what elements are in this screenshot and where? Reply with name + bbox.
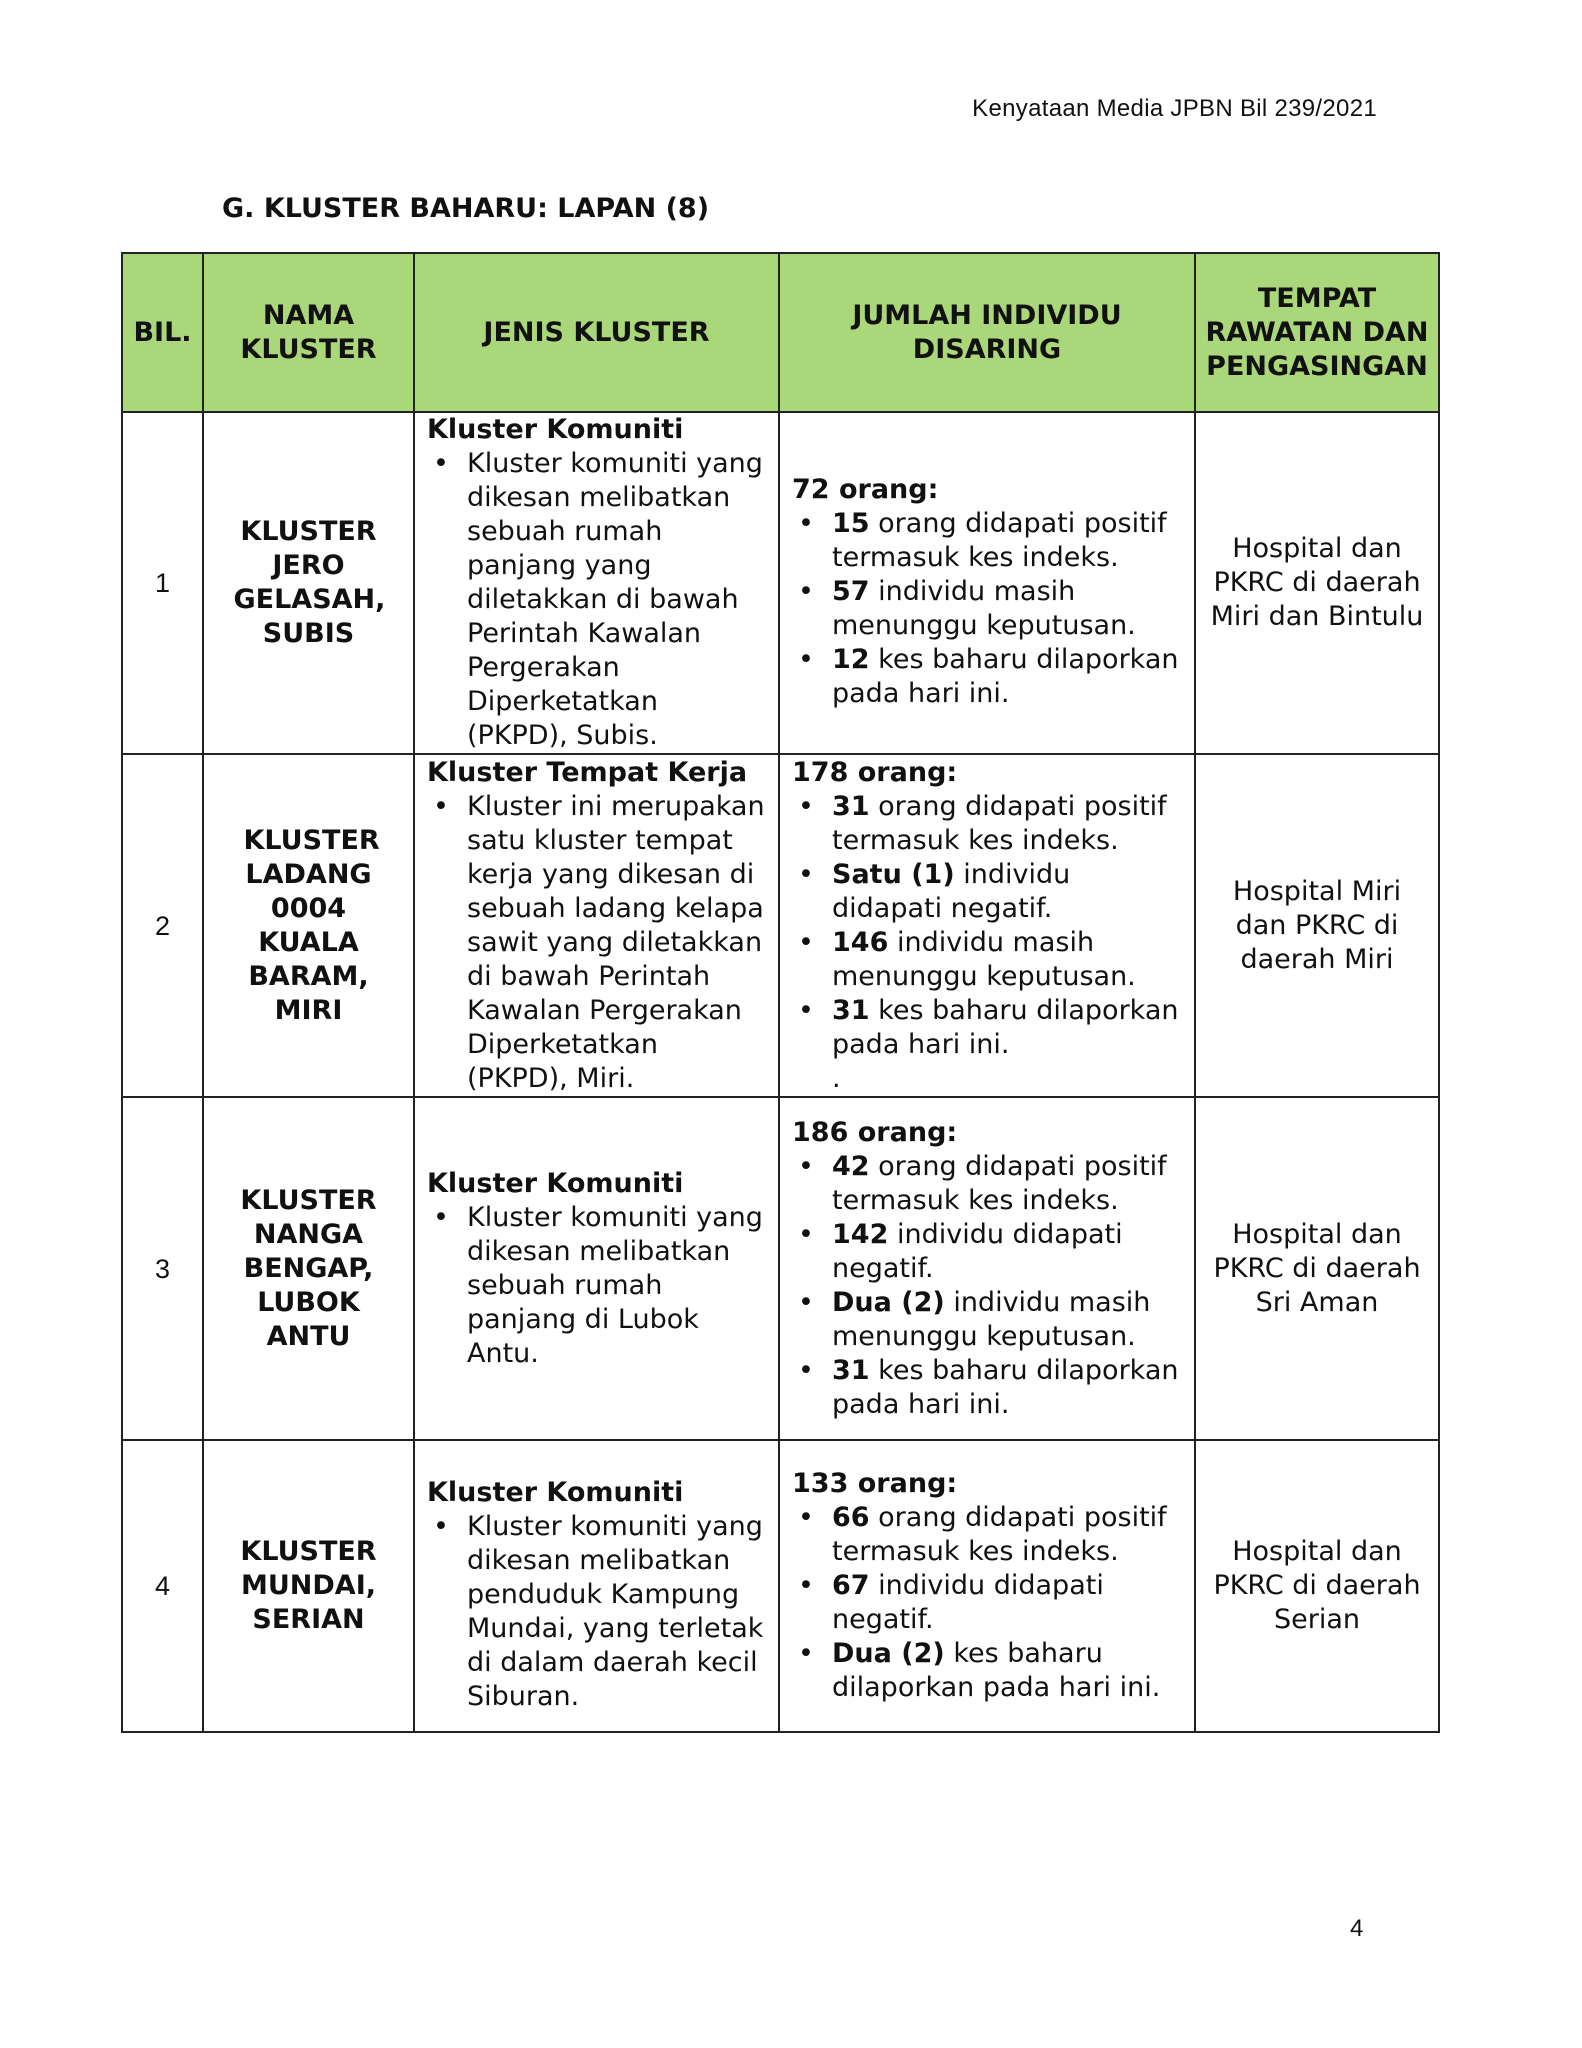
cluster-type-title: Kluster Tempat Kerja bbox=[427, 756, 748, 788]
row-number: 1 bbox=[122, 412, 203, 754]
screened-item: • 12 kes baharu dilaporkan pada hari ini. bbox=[792, 643, 1182, 711]
table-header-row bbox=[122, 253, 1439, 412]
screened-item: • 142 individu didapati negatif. bbox=[792, 1218, 1182, 1286]
cluster-type-bullet: • Kluster komuniti yang dikesan melibatkan sebuah rumah panjang yang diletakkan di bawah Perintah Kawalan Pergerakan Diperketatkan (PKPD), Subis. bbox=[427, 447, 766, 753]
cluster-name: KLUSTER NANGA BENGAP, LUBOK ANTU bbox=[203, 1097, 414, 1440]
header-jumlah-individu: JUMLAH INDIVIDU DISARING bbox=[779, 253, 1195, 412]
treatment-place: Hospital dan PKRC di daerah Serian bbox=[1195, 1440, 1439, 1732]
table-row bbox=[122, 1097, 1439, 1440]
page-number: 4 bbox=[1350, 1915, 1364, 1942]
screened-item: • Dua (2) kes baharu dilaporkan pada hari ini. bbox=[792, 1637, 1182, 1705]
cluster-type-title: Kluster Komuniti bbox=[427, 1477, 684, 1508]
cluster-type bbox=[414, 1440, 779, 1732]
screened-count bbox=[779, 1097, 1195, 1440]
screened-item: • Dua (2) individu masih menunggu keputusan. bbox=[792, 1286, 1182, 1354]
section-title: G. KLUSTER BAHARU: LAPAN (8) bbox=[222, 193, 710, 224]
header-jenis-kluster: JENIS KLUSTER bbox=[414, 253, 779, 412]
screened-item: • 67 individu didapati negatif. bbox=[792, 1569, 1182, 1637]
header-nama-kluster: NAMA KLUSTER bbox=[203, 253, 414, 412]
screened-item: • 31 orang didapati positif termasuk kes indeks. bbox=[792, 790, 1182, 858]
screened-count bbox=[779, 1440, 1195, 1732]
row-number: 3 bbox=[122, 1097, 203, 1440]
treatment-place: Hospital dan PKRC di daerah Miri dan Bintulu bbox=[1195, 412, 1439, 754]
cluster-type-title: Kluster Komuniti bbox=[427, 1167, 684, 1199]
header-tempat-rawatan: TEMPAT RAWATAN DAN PENGASINGAN bbox=[1195, 253, 1439, 412]
screened-item: • 31 kes baharu dilaporkan pada hari ini. bbox=[792, 994, 1182, 1062]
screened-item: • 15 orang didapati positif termasuk kes indeks. bbox=[792, 507, 1182, 575]
table-row bbox=[122, 412, 1439, 754]
treatment-place: Hospital Miri dan PKRC di daerah Miri bbox=[1195, 754, 1439, 1097]
treatment-place: Hospital dan PKRC di daerah Sri Aman bbox=[1195, 1097, 1439, 1440]
table-row bbox=[122, 754, 1439, 1097]
screened-item: • 42 orang didapati positif termasuk kes indeks. bbox=[792, 1150, 1182, 1218]
document-reference: Kenyataan Media JPBN Bil 239/2021 bbox=[972, 95, 1377, 122]
cluster-table bbox=[121, 252, 1440, 1733]
cluster-type-bullet: • Kluster ini merupakan satu kluster tempat kerja yang dikesan di sebuah ladang kelapa sawit yang diletakkan di bawah Perintah Kawalan Pergerakan Diperketatkan (PKPD), Miri. bbox=[427, 790, 766, 1096]
screened-total: 72 orang: bbox=[792, 474, 939, 505]
cluster-type-title: Kluster Komuniti bbox=[427, 414, 684, 445]
cluster-type-bullet: • Kluster komuniti yang dikesan melibatkan sebuah rumah panjang di Lubok Antu. bbox=[427, 1201, 766, 1371]
table-row bbox=[122, 1440, 1439, 1732]
cluster-type bbox=[414, 754, 779, 1097]
stray-period: . bbox=[832, 1062, 841, 1094]
screened-total: 133 orang: bbox=[792, 1468, 958, 1499]
screened-item: • 66 orang didapati positif termasuk kes indeks. bbox=[792, 1501, 1182, 1569]
cluster-type bbox=[414, 412, 779, 754]
screened-item: • Satu (1) individu didapati negatif. bbox=[792, 858, 1182, 926]
screened-count bbox=[779, 412, 1195, 754]
cluster-name: KLUSTER LADANG 0004 KUALA BARAM, MIRI bbox=[203, 754, 414, 1097]
screened-item: • 146 individu masih menunggu keputusan. bbox=[792, 926, 1182, 994]
cluster-type-bullet: • Kluster komuniti yang dikesan melibatkan penduduk Kampung Mundai, yang terletak di dalam daerah kecil Siburan. bbox=[427, 1510, 766, 1714]
screened-count bbox=[779, 754, 1195, 1097]
screened-item: • 31 kes baharu dilaporkan pada hari ini. bbox=[792, 1354, 1182, 1422]
screened-total: 178 orang: bbox=[792, 756, 958, 788]
cluster-type bbox=[414, 1097, 779, 1440]
screened-item: • 57 individu masih menunggu keputusan. bbox=[792, 575, 1182, 643]
screened-total: 186 orang: bbox=[792, 1116, 958, 1148]
row-number: 4 bbox=[122, 1440, 203, 1732]
cluster-name: KLUSTER JERO GELASAH, SUBIS bbox=[203, 412, 414, 754]
row-number: 2 bbox=[122, 754, 203, 1097]
header-bil: BIL. bbox=[122, 253, 203, 412]
cluster-name: KLUSTER MUNDAI, SERIAN bbox=[203, 1440, 414, 1732]
